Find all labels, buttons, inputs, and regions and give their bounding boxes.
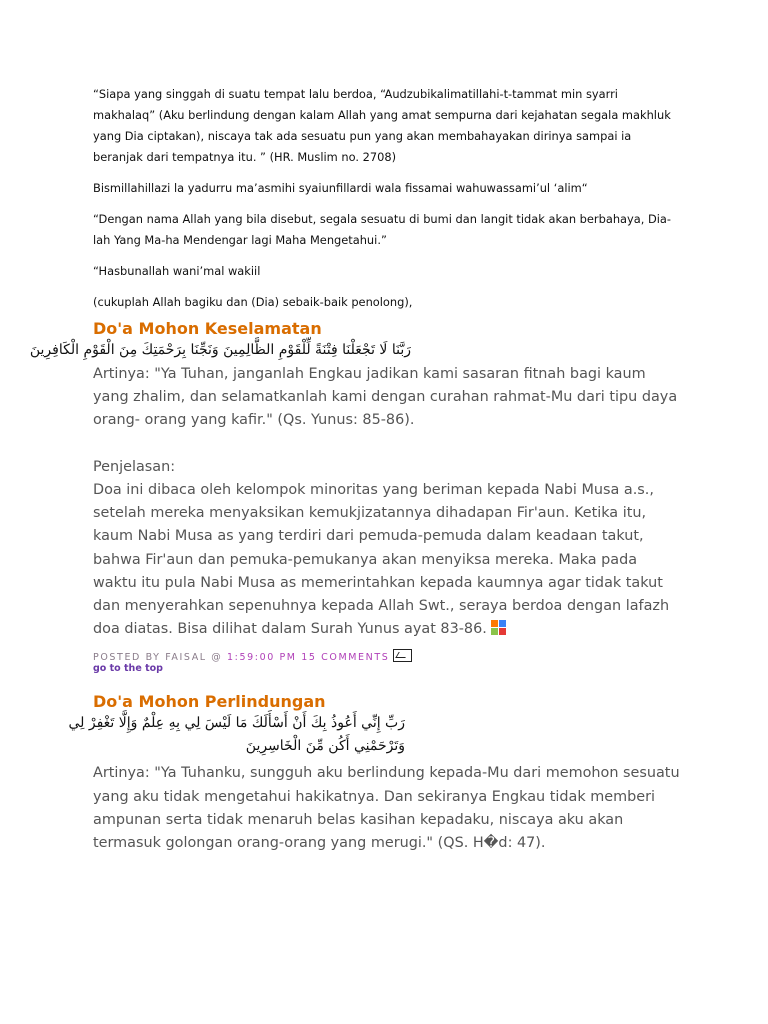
translation-text: Artinya: "Ya Tuhanku, sungguh aku berlindung kepada-Mu dari memohon sesuatu yang aku tidak mengetahui hakikatnya. Dan sekiranya Engkau tidak memberi ampunan serta tidak menaruh belas kasihan kepadaku, niscaya aku akan termasuk golongan orang-orang yang merugi." (QS. H�d: 47). [93,765,680,852]
explanation-label: Penjelasan: [93,458,176,475]
intro-paragraph-4: “Hasbunallah wani’mal wakiil [93,264,261,278]
post-title[interactable]: Do'a Mohon Keselamatan [93,319,322,338]
blog-page [29,84,683,855]
posted-by: POSTED BY FAISAL @ [93,652,228,664]
post-title[interactable]: Do'a Mohon Perlindungan [93,692,326,712]
comments-link[interactable]: 15 COMMENTS [301,652,390,664]
arabic-prayer-line-1: رَبِّ إِنِّي أَعُوذُ بِكَ أَنْ أَسْأَلَكَ مَا لَيْسَ لِي بِهِ عِلْمٌ وَإِلَّا تَغْفِرْ لِي [68,715,405,732]
explanation-spacer [93,433,683,456]
go-to-top-link[interactable]: go to the top [93,663,163,675]
intro-paragraph-3: “Dengan nama Allah yang bila disebut, segala sesuatu di bumi dan langit tidak akan berbahaya, Dia-lah Yang Ma-ha Mendengar lagi Maha Mengetahui.” [93,212,672,247]
explanation-body: Doa ini dibaca oleh kelompok minoritas yang beriman kepada Nabi Musa a.s., setelah mereka menyaksikan kemukjizatannya dihadapan Fir'aun. Ketika itu, kaum Nabi Musa as yang terdiri dari pemuda-pemuda dalam keadaan takut, bahwa Fir'aun dan pemuka-pemukanya akan menyiksa mereka. Maka pada waktu itu pula Nabi Musa as memerintahkan kepada kaumnya agar tidak takut dan menyerahkan sepenuhnya kepada Allah Swt., seraya berdoa dengan lafazh doa diatas. Bisa dilihat dalam Surah Yunus ayat 83-86. [93,482,670,638]
arabic-prayer-line-2: وَتَرْحَمْنِي أَكُن مِّنَ الْخَاسِرِينَ [245,738,405,755]
post-perlindungan [68,692,683,855]
intro-paragraph-5: (cukuplah Allah bagiku dan (Dia) sebaik-baik penolong), [93,295,413,309]
translation-text: Artinya: "Ya Tuhan, janganlah Engkau jadikan kami sasaran fitnah bagi kaum yang zhalim, dan selamatkanlah kami dengan curahan rahmat-Mu dari tipu daya orang- orang yang kafir." (Qs. Yunus: 85-86). [93,366,678,429]
intro-paragraph-1: “Siapa yang singgah di suatu tempat lalu berdoa, “Audzubikalimatillahi-t-tammat min syarri makhalaq” (Aku berlindung dengan kalam Allah yang amat sempurna dari kejahatan segala makhluk yang Dia ciptakan), niscaya tak ada sesuatu pun yang akan membahayakan dirinya sampai ia beranjak dari tempatnya itu. ” (HR. Muslim no. 2708) [93,87,671,164]
explanation-text [93,479,683,641]
blogger-icon[interactable] [491,620,506,635]
intro-paragraph-2: Bismillahillazi la yadurru ma’asmihi syaiunfillardi wala fissamai wahuwassami’ul ‘alim“ [93,181,588,195]
post-meta [93,649,683,663]
post-time-link[interactable]: 1:59:00 PM [227,652,297,664]
post-keselamatan [29,319,683,675]
email-post-icon[interactable] [393,649,412,662]
arabic-prayer: رَبَّنَا لَا تَجْعَلْنَا فِتْنَةً لِّلْقَوْمِ الظَّالِمِينَ وَنَجِّنَا بِرَحْمَتِكَ مِنَ الْقَوْمِ الْكَافِرِينَ [29,342,411,358]
